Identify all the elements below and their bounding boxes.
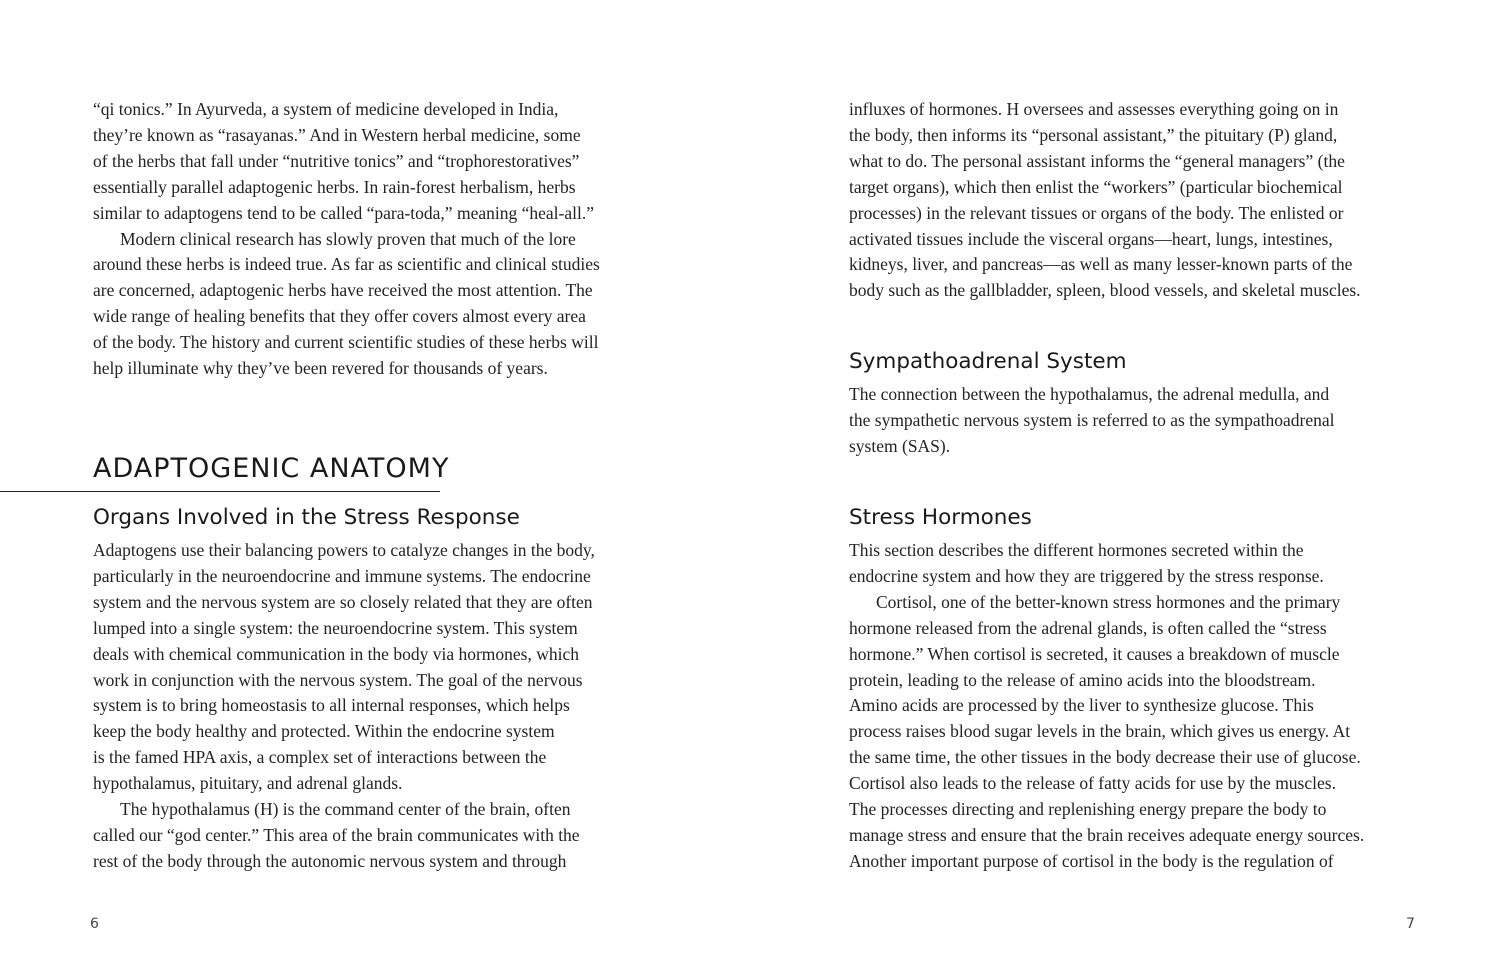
text-line: is the famed HPA axis, a complex set of interactions between the [93, 747, 547, 768]
text-line: The hypothalamus (H) is the command center of the brain, often [120, 799, 571, 820]
text-line: lumped into a single system: the neuroendocrine system. This system [93, 617, 578, 638]
sympathoadrenal-paragraph [849, 382, 1334, 460]
text-line: endocrine system and how they are triggered by the stress response. [849, 565, 1324, 586]
text-line: influxes of hormones. H oversees and assesses everything going on in [849, 99, 1339, 119]
text-line: Cortisol also leads to the release of fatty acids for use by the muscles. [849, 773, 1336, 794]
text-line: keep the body healthy and protected. Within the endocrine system [93, 721, 555, 742]
text-line: process raises blood sugar levels in the brain, which gives us energy. At [849, 721, 1351, 742]
text-line: system is to bring homeostasis to all internal responses, which helps [93, 695, 570, 716]
subheading-sympathoadrenal: Sympathoadrenal System [849, 349, 1127, 374]
text-line: Modern clinical research has slowly proven that much of the lore [120, 228, 576, 249]
intro-paragraphs [93, 97, 600, 382]
text-line: deals with chemical communication in the body via hormones, which [93, 643, 579, 664]
section-heading: ADAPTOGENIC ANATOMY [93, 453, 450, 484]
text-line: of the herbs that fall under “nutritive tonics” and “trophorestoratives” [93, 150, 580, 171]
text-line: protein, leading to the release of amino acids into the bloodstream. [849, 669, 1316, 690]
section-divider [0, 491, 440, 492]
text-line: of the body. The history and current scientific studies of these herbs will [93, 332, 599, 353]
text-line: system (SAS). [849, 435, 951, 456]
text-line: This section describes the different hormones secreted within the [849, 540, 1304, 560]
text-line: “qi tonics.” In Ayurveda, a system of medicine developed in India, [93, 99, 559, 119]
text-line: Another important purpose of cortisol in the body is the regulation of [849, 850, 1334, 871]
text-line: they’re known as “rasayanas.” And in Western herbal medicine, some [93, 124, 581, 145]
text-line: the same time, the other tissues in the body decrease their use of glucose. [849, 747, 1361, 768]
text-line: are concerned, adaptogenic herbs have received the most attention. The [93, 280, 593, 301]
subheading-organs: Organs Involved in the Stress Response [93, 505, 520, 530]
stress-hormones-paragraphs [849, 538, 1364, 875]
page-number: 6 [90, 916, 99, 932]
text-line: hormone released from the adrenal glands, is often called the “stress [849, 617, 1327, 638]
text-line: The connection between the hypothalamus, the adrenal medulla, and [849, 384, 1330, 404]
text-line: The processes directing and replenishing energy prepare the body to [849, 799, 1327, 820]
text-line: hypothalamus, pituitary, and adrenal glands. [93, 773, 403, 794]
text-line: what to do. The personal assistant informs the “general managers” (the [849, 150, 1345, 171]
text-line: target organs), which then enlist the “workers” (particular biochemical [849, 176, 1343, 197]
text-line: kidneys, liver, and pancreas—as well as many lesser-known parts of the [849, 254, 1353, 275]
text-line: Cortisol, one of the better-known stress hormones and the primary [876, 591, 1341, 612]
text-line: processes) in the relevant tissues or organs of the body. The enlisted or [849, 202, 1344, 223]
text-line: system and the nervous system are so closely related that they are often [93, 591, 593, 612]
text-line: wide range of healing benefits that they offer covers almost every area [93, 306, 586, 327]
text-line: rest of the body through the autonomic nervous system and through [93, 850, 567, 871]
text-line: essentially parallel adaptogenic herbs. In rain-forest herbalism, herbs [93, 176, 576, 197]
organs-paragraphs [93, 538, 595, 875]
text-line: particularly in the neuroendocrine and immune systems. The endocrine [93, 565, 591, 586]
continued-paragraph [849, 97, 1361, 304]
text-line: activated tissues include the visceral organs—heart, lungs, intestines, [849, 228, 1333, 249]
text-line: work in conjunction with the nervous system. The goal of the nervous [93, 669, 583, 690]
page-number: 7 [1406, 916, 1415, 932]
text-line: help illuminate why they’ve been revered for thousands of years. [93, 358, 548, 379]
text-line: the sympathetic nervous system is referred to as the sympathoadrenal [849, 409, 1335, 430]
text-line: hormone.” When cortisol is secreted, it causes a breakdown of muscle [849, 643, 1340, 664]
right-page [750, 0, 1500, 975]
subheading-stress-hormones: Stress Hormones [849, 505, 1032, 530]
text-line: Adaptogens use their balancing powers to catalyze changes in the body, [93, 540, 595, 560]
text-line: the body, then informs its “personal assistant,” the pituitary (P) gland, [849, 124, 1338, 145]
text-line: called our “god center.” This area of the brain communicates with the [93, 824, 580, 845]
text-line: around these herbs is indeed true. As far as scientific and clinical studies [93, 254, 600, 275]
text-line: Amino acids are processed by the liver to synthesize glucose. This [849, 695, 1314, 716]
text-line: manage stress and ensure that the brain receives adequate energy sources. [849, 824, 1365, 845]
text-line: body such as the gallbladder, spleen, blood vessels, and skeletal muscles. [849, 280, 1361, 301]
text-line: similar to adaptogens tend to be called “para-toda,” meaning “heal-all.” [93, 202, 594, 223]
